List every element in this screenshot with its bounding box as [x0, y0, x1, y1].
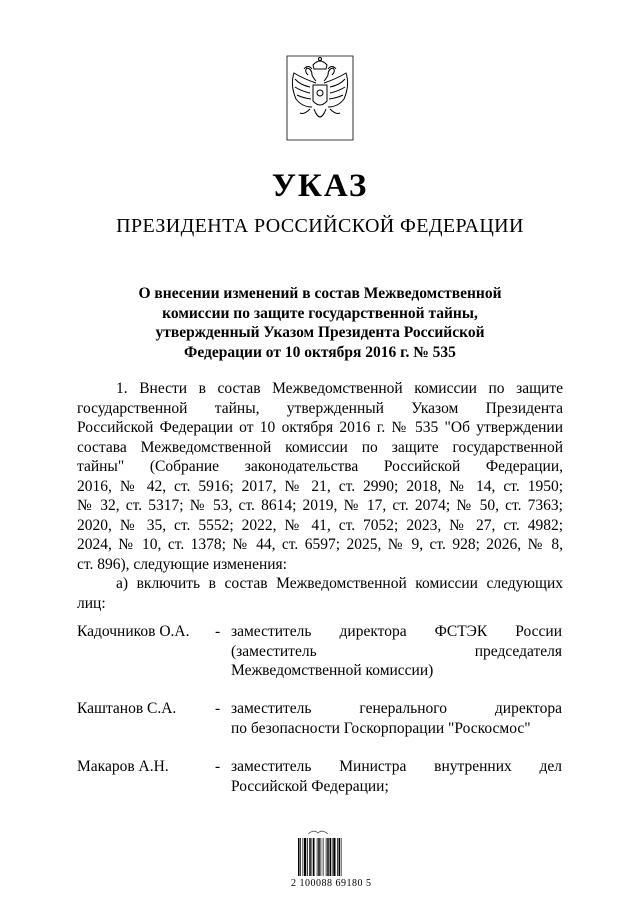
body-line: состава Межведомственной комиссии по защите государственной [77, 438, 563, 456]
body-line: ст. 896), следующие изменения: [77, 555, 287, 573]
subject-line: утвержденный Указом Президента Российской [155, 324, 485, 341]
decree-subject [110, 284, 530, 362]
position-line: заместитель Министра внутренних дел [231, 758, 562, 775]
print-mark-icon [306, 828, 330, 836]
barcode-icon [298, 838, 358, 876]
member-name: Макаров А.Н. [77, 758, 169, 775]
document-type-title: УКАЗ [271, 168, 369, 204]
body-line: а) включить в состав Межведомственной комиссии следующих [116, 575, 563, 592]
position-line: заместитель генерального директора [231, 700, 562, 717]
member-position [231, 622, 562, 681]
coat-of-arms-icon [286, 55, 354, 141]
body-line: 2024, № 10, ст. 1378; № 44, ст. 6597; 2025, № 9, ст. 928; 2026, № 8, [77, 536, 563, 553]
subject-line: О внесении изменений в состав Межведомственной [138, 285, 502, 302]
body-line: 1. Внести в состав Межведомственной комиссии по защите [116, 380, 563, 397]
position-line: (заместитель председателя [231, 642, 562, 660]
body-line: Российской Федерации от 10 октября 2016 г. № 535 "Об утверждении [77, 419, 563, 436]
body-line: государственной тайны, утвержденный Указом Президента [77, 399, 563, 417]
body-line: 2020, № 35, ст. 5552; 2022, № 41, ст. 7052; 2023, № 27, ст. 4982; [77, 516, 563, 534]
subject-line: комиссии по защите государственной тайны, [162, 304, 478, 322]
body-line: 2016, № 42, ст. 5916; 2017, № 21, ст. 2990; 2018, № 14, ст. 1950; [77, 477, 563, 495]
issuer-title: ПРЕЗИДЕНТА РОССИЙСКОЙ ФЕДЕРАЦИИ [116, 215, 524, 237]
member-name: Кадочников О.А. [77, 623, 190, 640]
subject-line: Федерации от 10 октября 2016 г. № 535 [184, 343, 456, 361]
position-line: заместитель директора ФСТЭК России [231, 623, 562, 640]
barcode-number: 2 100088 69180 5 [291, 878, 372, 889]
position-line: по безопасности Госкорпорации "Роскосмос" [231, 719, 531, 737]
member-dash: - [215, 623, 221, 640]
member-dash: - [215, 700, 221, 717]
position-line: Межведомственной комиссии) [231, 662, 434, 679]
member-name: Каштанов С.А. [77, 700, 177, 717]
member-position [231, 757, 562, 796]
body-line: лиц: [77, 594, 106, 612]
member-dash: - [215, 758, 221, 775]
position-line: Российской Федерации; [231, 777, 389, 795]
body-line: тайны" (Собрание законодательства Российской Федерации, [77, 458, 563, 475]
body-line: № 32, ст. 5317; № 53, ст. 8614; 2019, № 17, ст. 2074; № 50, ст. 7363; [77, 497, 563, 514]
member-position [231, 699, 562, 738]
decree-body [77, 379, 563, 613]
